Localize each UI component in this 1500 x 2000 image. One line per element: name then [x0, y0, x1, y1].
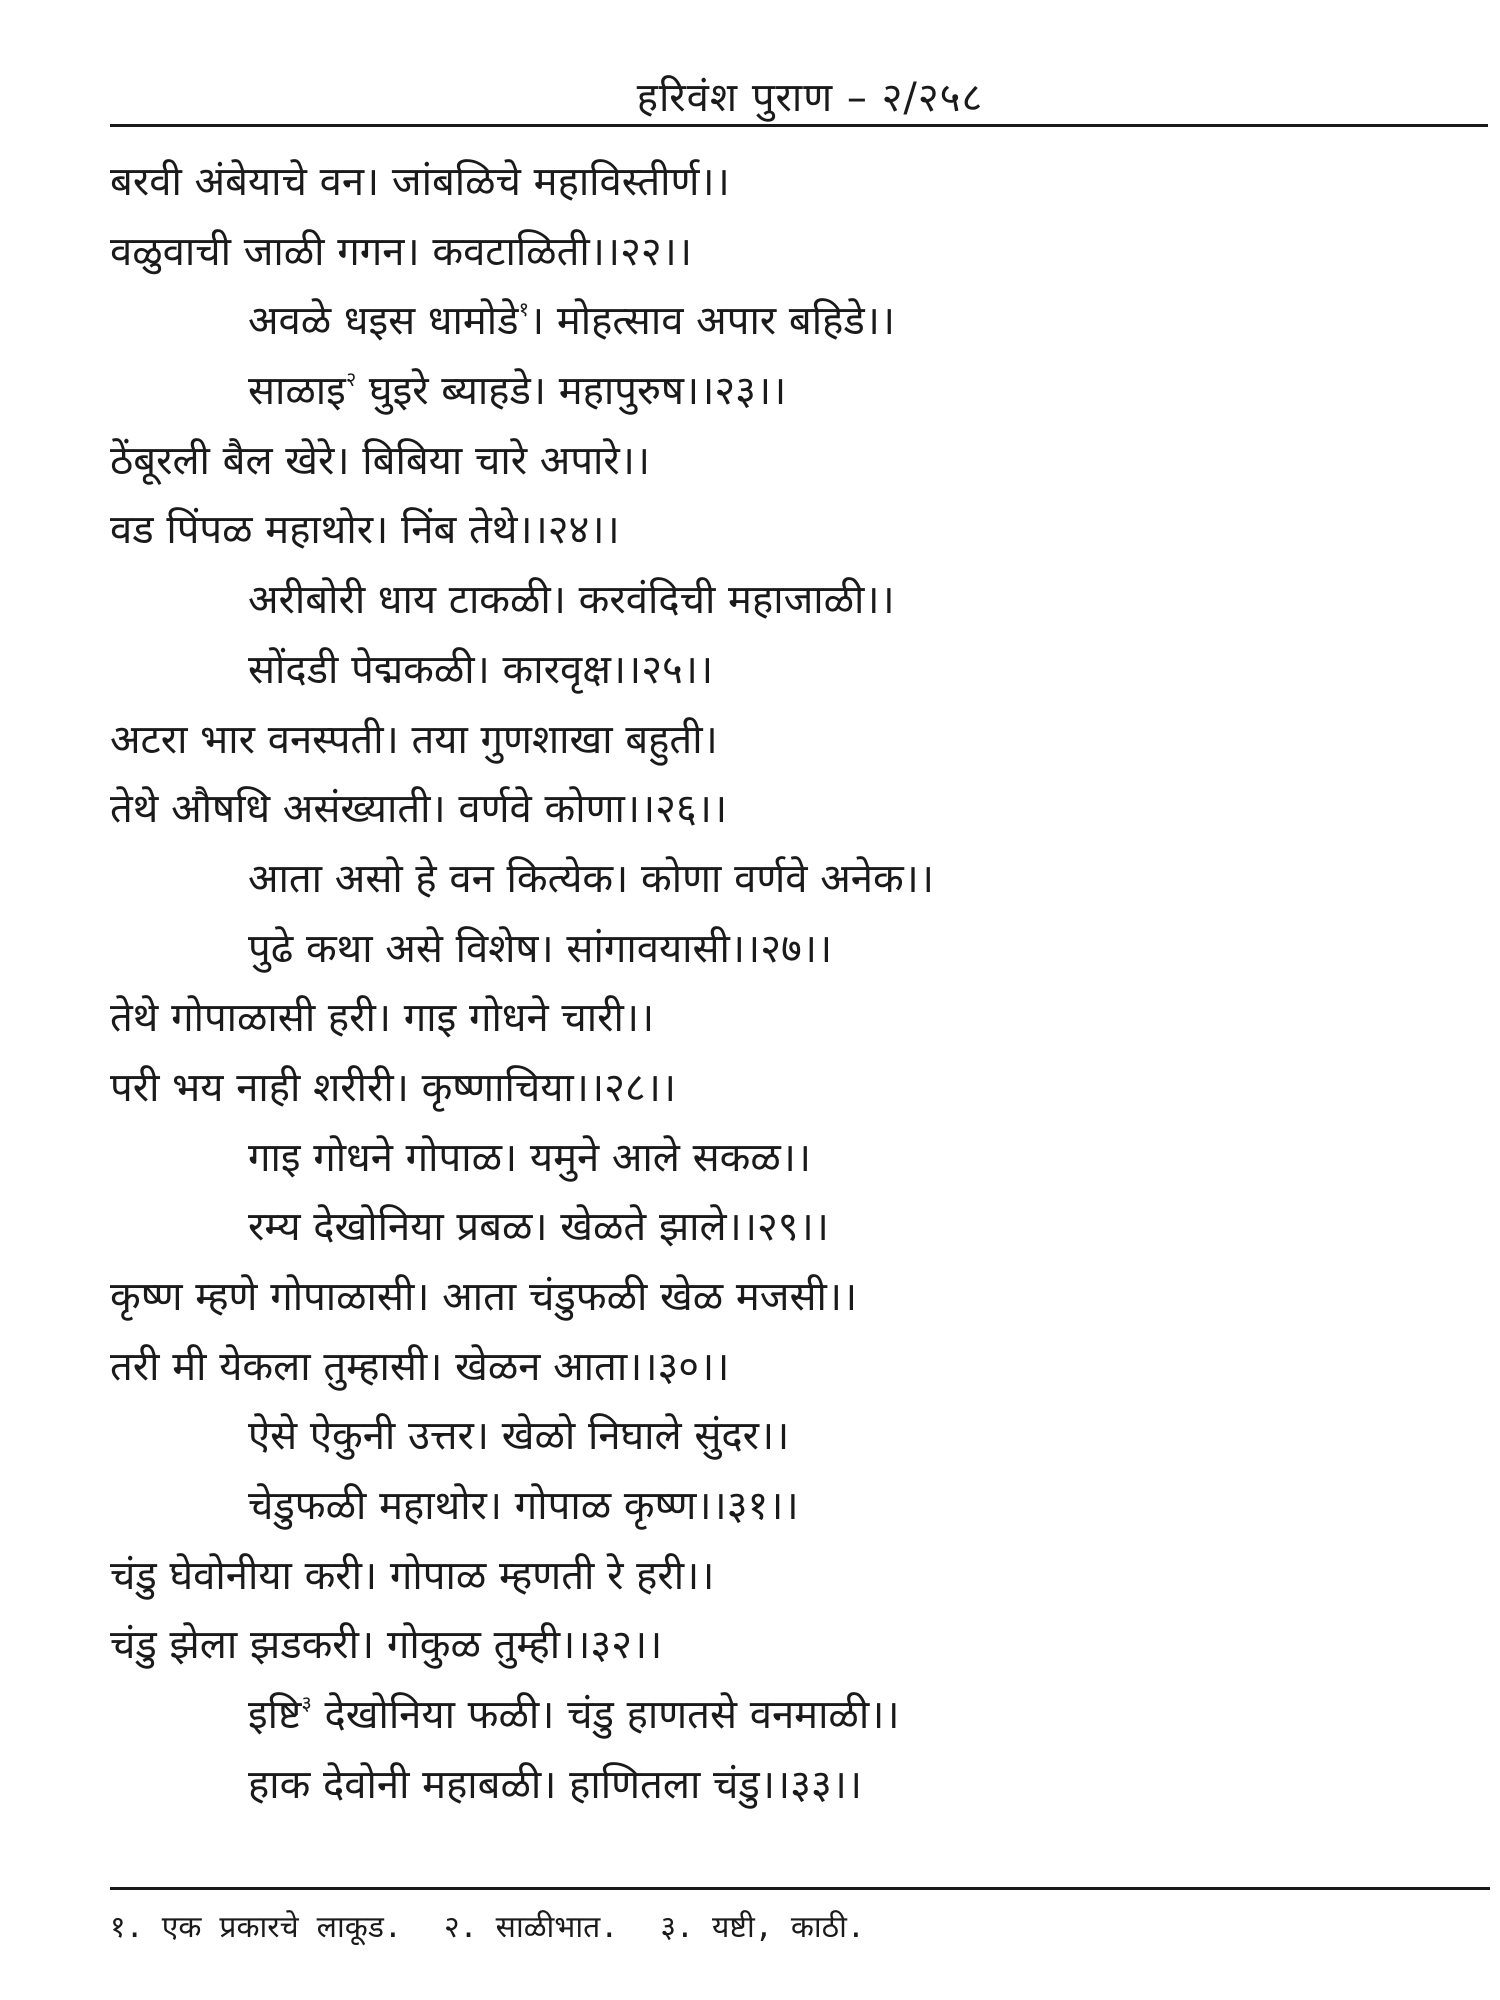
verse-text: अटरा भार वनस्पती। तया गुणशाखा बहुती। — [110, 716, 718, 763]
verse-text: वड पिंपळ महाथोर। निंब तेथे।।२४।। — [110, 507, 620, 554]
footnote-marker: १ — [518, 297, 529, 322]
verse-line — [110, 984, 1490, 1054]
verse-line — [110, 915, 1490, 985]
verse-text: तेथे गोपाळासी हरी। गाइ गोधने चारी।। — [110, 995, 655, 1042]
footnote: १. एक प्रकारचे लाकूड. — [110, 1910, 402, 1945]
footnote: २. साळीभात. — [443, 1910, 619, 1945]
verse-line — [110, 287, 1490, 357]
verse-text: । मोहत्साव अपार बहिडे।। — [528, 298, 896, 345]
verse-text: परी भय नाही शरीरी। कृष्णाचिया।।२८।। — [110, 1064, 677, 1111]
verse-text: आता असो हे वन कित्येक। कोणा वर्णवे अनेक।। — [248, 855, 935, 902]
running-header: हरिवंश पुराण – २/२५८ — [636, 75, 984, 121]
verse-line — [110, 1681, 1490, 1751]
verse-text: इष्टि — [248, 1692, 302, 1739]
verse-text: वळुवाची जाळी गगन। कवटाळिती।।२२।। — [110, 228, 692, 275]
verse-text: चंडु घेवोनीया करी। गोपाळ म्हणती रे हरी।। — [110, 1552, 715, 1599]
verse-text: साळाइ — [248, 368, 346, 415]
verse-text: पुढे कथा असे विशेष। सांगावयासी।।२७।। — [248, 925, 833, 972]
verse-text: घुइरे ब्याहडे। महापुरुष।।२३।। — [356, 368, 787, 415]
verse-line — [110, 357, 1490, 427]
verse-line — [110, 148, 1490, 218]
verse-line — [110, 845, 1490, 915]
footnote-rule — [110, 1887, 1490, 1890]
verse-line — [110, 1054, 1490, 1124]
verse-text: रम्य देखोनिया प्रबळ। खेळते झाले।।२९।। — [248, 1204, 829, 1251]
verse-text: चेडुफळी महाथोर। गोपाळ कृष्ण।।३१।। — [248, 1483, 799, 1530]
verse-line — [110, 1193, 1490, 1263]
verse-text: तेथे औषधि असंख्याती। वर्णवे कोणा।।२६।। — [110, 786, 728, 833]
footnotes — [110, 1905, 1490, 1946]
verse-line — [110, 496, 1490, 566]
verse-text: कृष्ण म्हणे गोपाळासी। आता चंडुफळी खेळ मजसी।। — [110, 1274, 858, 1320]
footnote-marker: ३ — [301, 1691, 312, 1716]
header-rule — [110, 124, 1488, 127]
verse-line — [110, 1402, 1490, 1472]
verse-text: सोंदडी पेद्मकळी। कारवृक्ष।।२५।। — [248, 646, 714, 693]
verse-line — [110, 1542, 1490, 1612]
verse-line — [110, 1263, 1490, 1333]
verse-line — [110, 636, 1490, 706]
verse-line — [110, 1751, 1490, 1821]
verse-text: चंडु झेला झडकरी। गोकुळ तुम्ही।।३२।। — [110, 1622, 663, 1669]
verse-line — [110, 566, 1490, 636]
verse-text: अरीबोरी धाय टाकळी। करवंदिची महाजाळी।। — [248, 577, 895, 624]
verse-line — [110, 775, 1490, 845]
verse-text: बरवी अंबेयाचे वन। जांबळिचे महाविस्तीर्ण।। — [110, 159, 730, 205]
verse-line — [110, 1333, 1490, 1403]
verse-text: तरी मी येकला तुम्हासी। खेळन आता।।३०।। — [110, 1343, 730, 1390]
verse-text: ठेंबूरली बैल खेरे। बिबिया चारे अपारे।। — [110, 437, 651, 484]
verse-line — [110, 1611, 1490, 1681]
verse-text: गाइ गोधने गोपाळ। यमुने आले सकळ।। — [248, 1134, 812, 1181]
verse-text: ऐसे ऐकुनी उत्तर। खेळो निघाले सुंदर।। — [248, 1413, 790, 1460]
verse-line — [110, 218, 1490, 288]
verse-line — [110, 427, 1490, 497]
verse-line — [110, 706, 1490, 776]
verse-text: देखोनिया फळी। चंडु हाणतसे वनमाळी।। — [311, 1692, 900, 1739]
footnote-marker: २ — [345, 367, 357, 392]
verse-line — [110, 1124, 1490, 1194]
footnote: ३. यष्टी, काठी. — [660, 1910, 865, 1945]
verse-block — [110, 148, 1490, 1821]
verse-line — [110, 1472, 1490, 1542]
verse-text: अवळे धइस धामोडे — [248, 298, 519, 345]
verse-text: हाक देवोनी महाबळी। हाणितला चंडु।।३३।। — [248, 1761, 863, 1808]
